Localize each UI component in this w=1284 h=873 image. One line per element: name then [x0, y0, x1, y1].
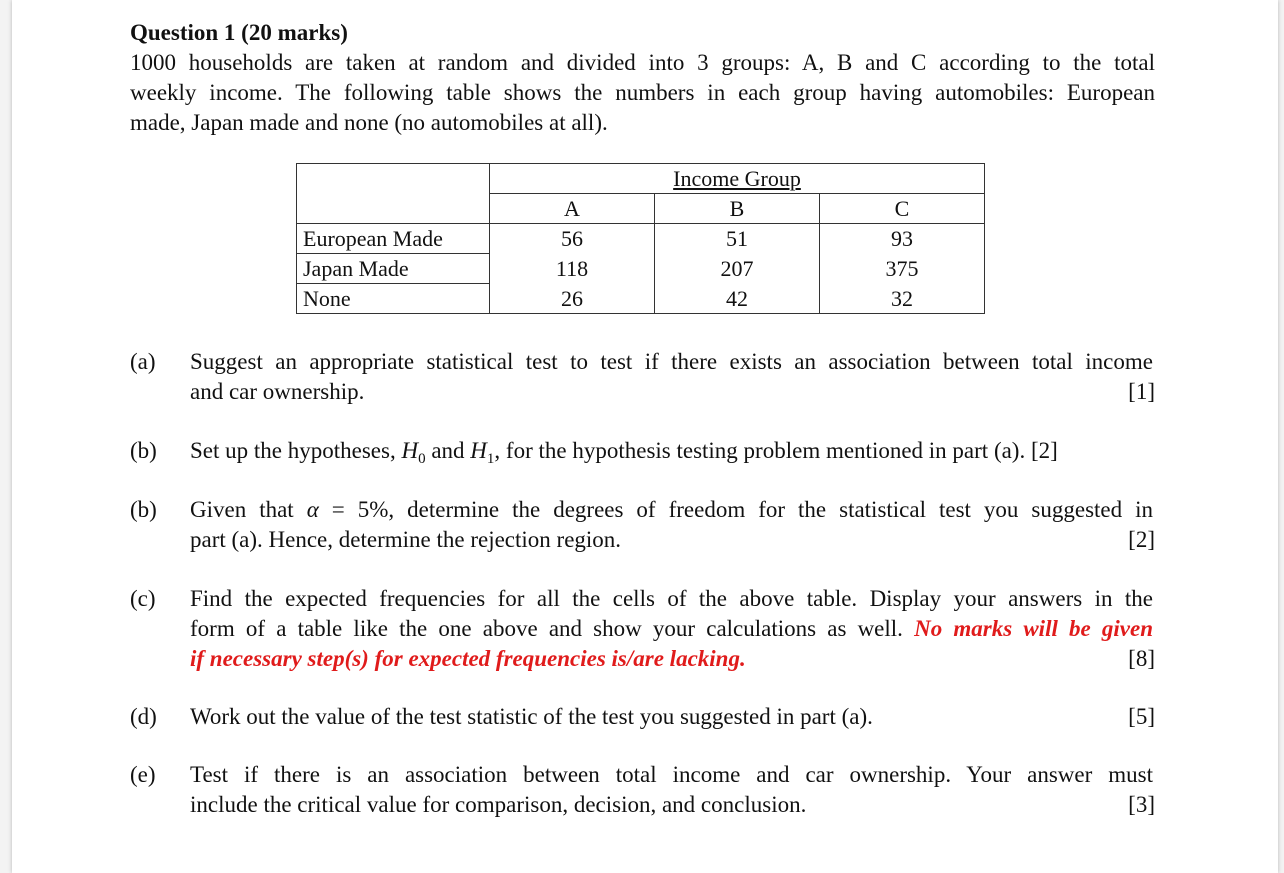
part-label: (b)	[130, 497, 157, 522]
part-text: include the critical value for comparison, decision, and conclusion.	[190, 792, 807, 817]
alpha-symbol: α	[306, 497, 319, 522]
part-label: (b)	[130, 438, 157, 463]
marks-badge: [5]	[1128, 704, 1155, 729]
table-cell: 26	[490, 284, 655, 314]
part-d	[130, 702, 1155, 732]
marks-badge: [1]	[1128, 379, 1155, 404]
table-row	[297, 224, 985, 254]
part-text: Work out the value of the test statistic of the test you suggested in part (a).	[190, 704, 873, 729]
part-text: part (a). Hence, determine the rejection region.	[190, 527, 622, 552]
table-cell: 93	[820, 224, 985, 254]
table-cell: 207	[655, 254, 820, 284]
income-group-table	[296, 163, 985, 314]
marks-badge: [3]	[1128, 792, 1155, 817]
table-cell: 42	[655, 284, 820, 314]
question-title: Question 1 (20 marks)	[130, 20, 348, 45]
row-label: None	[297, 284, 490, 314]
part-label: (e)	[130, 762, 156, 787]
h1-symbol: $H_1$	[470, 438, 495, 467]
marks-badge: [8]	[1128, 646, 1155, 671]
table-cell: 32	[820, 284, 985, 314]
question-intro	[130, 48, 1155, 138]
table-cell: 51	[655, 224, 820, 254]
part-b-degrees-of-freedom	[130, 495, 1155, 555]
row-label: Japan Made	[297, 254, 490, 284]
part-text: Test if there is an association between total income and car ownership. Your answer must	[190, 762, 1153, 787]
table-cell: 56	[490, 224, 655, 254]
table-header-income-group: Income Group	[490, 164, 985, 194]
table-corner-cell	[297, 164, 490, 194]
part-text: form of a table like the one above and show your calculations as well. No marks will be given	[190, 616, 1153, 641]
marks-badge: [2]	[1128, 527, 1155, 552]
warning-text: if necessary step(s) for expected frequencies is/are lacking.	[190, 646, 746, 671]
table-cell: 118	[490, 254, 655, 284]
part-e	[130, 760, 1155, 820]
table-cell: 375	[820, 254, 985, 284]
part-label: (d)	[130, 704, 157, 729]
column-header-b: B	[655, 194, 820, 224]
part-text: Given that α = 5%, determine the degrees of freedom for the statistical test you suggested in	[190, 497, 1154, 522]
column-header-a: A	[490, 194, 655, 224]
intro-line: weekly income. The following table shows the numbers in each group having automobiles: European	[130, 80, 1155, 105]
part-label: (a)	[130, 349, 156, 374]
part-c	[130, 584, 1155, 674]
part-label: (c)	[130, 586, 156, 611]
warning-text: No marks will be given	[914, 616, 1153, 641]
row-label: European Made	[297, 224, 490, 254]
part-text: Set up the hypotheses, $H_0$ and $H_1$, for the hypothesis testing problem mentioned in part (a). [2]	[190, 438, 1058, 467]
part-a	[130, 347, 1155, 407]
table-row	[297, 254, 985, 284]
h0-symbol: $H_0$	[401, 438, 426, 467]
part-b-hypotheses	[130, 436, 1155, 466]
table-row	[297, 284, 985, 314]
column-header-c: C	[820, 194, 985, 224]
table-corner-cell	[297, 194, 490, 224]
intro-line: 1000 households are taken at random and divided into 3 groups: A, B and C according to the total	[130, 50, 1155, 75]
part-text: Find the expected frequencies for all the cells of the above table. Display your answers in the	[190, 586, 1153, 611]
intro-line: made, Japan made and none (no automobiles at all).	[130, 110, 608, 135]
document-page	[12, 0, 1278, 873]
part-text: Suggest an appropriate statistical test to test if there exists an association between total income	[190, 349, 1153, 374]
part-text: and car ownership.	[190, 379, 365, 404]
